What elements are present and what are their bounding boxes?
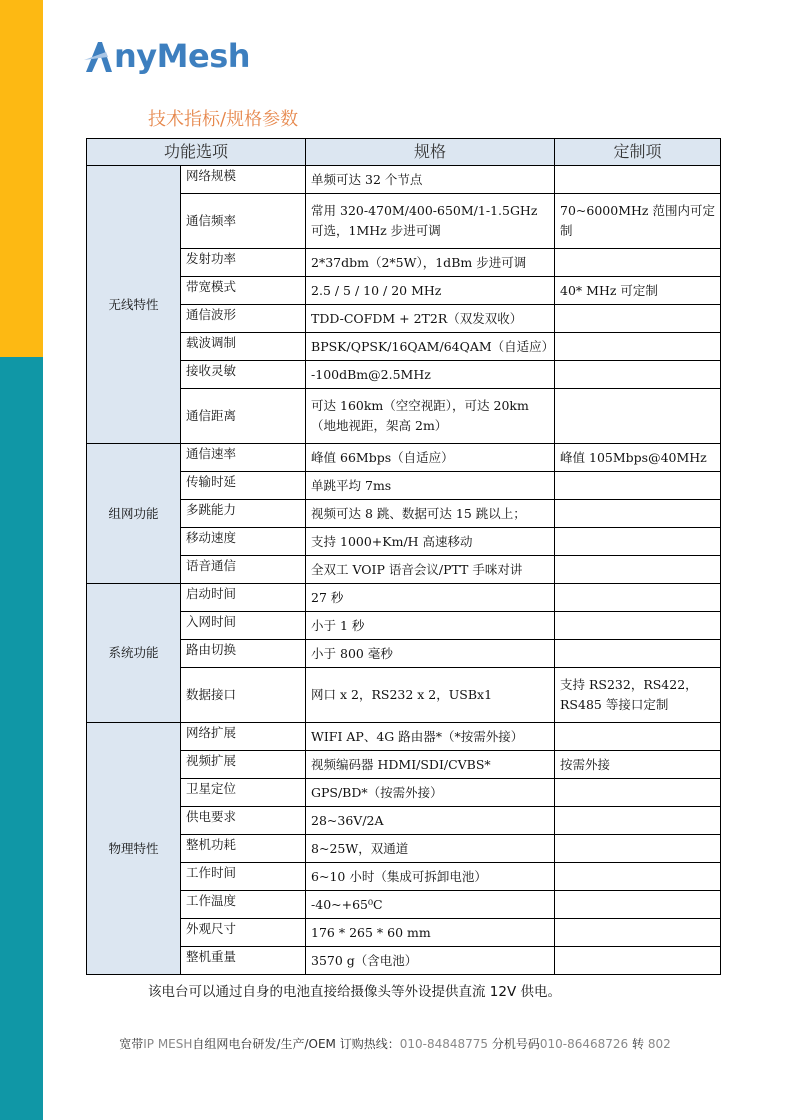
logo-text: nyMesh: [114, 37, 251, 75]
feature-cell: 发射功率: [181, 249, 306, 277]
group-label: 组网功能: [87, 444, 181, 584]
feature-cell: 通信频率: [181, 194, 306, 249]
spec-cell: 单频可达 32 个节点: [306, 166, 555, 194]
header-custom: 定制项: [555, 139, 721, 166]
header-feature: 功能选项: [87, 139, 306, 166]
custom-cell: 按需外接: [555, 751, 721, 779]
feature-cell: 载波调制: [181, 333, 306, 361]
table-row: [87, 919, 721, 947]
custom-cell: [555, 612, 721, 640]
feature-cell: 带宽模式: [181, 277, 306, 305]
custom-cell: [555, 361, 721, 389]
table-row: [87, 333, 721, 361]
feature-cell: 视频扩展: [181, 751, 306, 779]
spec-cell: BPSK/QPSK/16QAM/64QAM（自适应）: [306, 333, 555, 361]
spec-cell: TDD-COFDM + 2T2R（双发双收）: [306, 305, 555, 333]
table-row: [87, 194, 721, 249]
feature-cell: 通信波形: [181, 305, 306, 333]
table-row: [87, 361, 721, 389]
table-row: [87, 863, 721, 891]
feature-cell: 卫星定位: [181, 779, 306, 807]
spec-cell: 27 秒: [306, 584, 555, 612]
header-spec: 规格: [306, 139, 555, 166]
table-row: [87, 444, 721, 472]
feature-cell: 多跳能力: [181, 500, 306, 528]
spec-cell: 2*37dbm（2*5W），1dBm 步进可调: [306, 249, 555, 277]
custom-cell: [555, 249, 721, 277]
custom-cell: [555, 891, 721, 919]
table-row: [87, 500, 721, 528]
feature-cell: 网络规模: [181, 166, 306, 194]
feature-cell: 外观尺寸: [181, 919, 306, 947]
spec-cell: 小于 800 毫秒: [306, 640, 555, 668]
spec-cell: 176 * 265 * 60 mm: [306, 919, 555, 947]
table-row: [87, 584, 721, 612]
spec-cell: 2.5 / 5 / 10 / 20 MHz: [306, 277, 555, 305]
custom-cell: [555, 166, 721, 194]
table-row: [87, 723, 721, 751]
table-row: [87, 891, 721, 919]
feature-cell: 通信距离: [181, 389, 306, 444]
custom-cell: [555, 640, 721, 668]
table-row: [87, 779, 721, 807]
custom-cell: [555, 584, 721, 612]
custom-cell: 支持 RS232，RS422，RS485 等接口定制: [555, 668, 721, 723]
custom-cell: [555, 863, 721, 891]
feature-cell: 网络扩展: [181, 723, 306, 751]
feature-cell: 工作温度: [181, 891, 306, 919]
spec-cell: 可达 160km（空空视距），可达 20km（地地视距，架高 2m）: [306, 389, 555, 444]
accent-stripe-teal: [0, 357, 43, 1120]
table-row: [87, 556, 721, 584]
custom-cell: 70~6000MHz 范围内可定制: [555, 194, 721, 249]
custom-cell: [555, 835, 721, 863]
spec-cell: 网口 x 2，RS232 x 2，USBx1: [306, 668, 555, 723]
accent-stripe-yellow: [0, 0, 43, 357]
custom-cell: [555, 500, 721, 528]
table-row: [87, 528, 721, 556]
group-label: 无线特性: [87, 166, 181, 444]
feature-cell: 接收灵敏: [181, 361, 306, 389]
footer: 宽带IP MESH自组网电台研发/生产/OEM 订购热线：010-84848775 分机号码010-86468726 转 802: [119, 1037, 671, 1051]
custom-cell: [555, 779, 721, 807]
power-note: 该电台可以通过自身的电池直接给摄像头等外设提供直流 12V 供电。: [148, 984, 561, 1000]
table-row: [87, 807, 721, 835]
table-row: [87, 947, 721, 975]
group-label: 系统功能: [87, 584, 181, 723]
anymesh-logo: [84, 36, 250, 76]
spec-cell: 视频可达 8 跳、数据可达 15 跳以上；: [306, 500, 555, 528]
table-row: [87, 640, 721, 668]
feature-cell: 路由切换: [181, 640, 306, 668]
table-row: [87, 835, 721, 863]
spec-cell: 常用 320-470M/400-650M/1-1.5GHz 可选，1MHz 步进可调: [306, 194, 555, 249]
custom-cell: [555, 305, 721, 333]
spec-cell: 单跳平均 7ms: [306, 472, 555, 500]
feature-cell: 供电要求: [181, 807, 306, 835]
spec-table: [86, 138, 721, 975]
table-row: [87, 305, 721, 333]
custom-cell: 40* MHz 可定制: [555, 277, 721, 305]
logo-a-mark-icon: [84, 38, 114, 74]
spec-cell: 全双工 VOIP 语音会议/PTT 手咪对讲: [306, 556, 555, 584]
spec-cell: 支持 1000+Km/H 高速移动: [306, 528, 555, 556]
spec-cell: 8~25W，双通道: [306, 835, 555, 863]
custom-cell: [555, 723, 721, 751]
spec-cell: 峰值 66Mbps（自适应）: [306, 444, 555, 472]
table-row: [87, 249, 721, 277]
spec-cell: 28~36V/2A: [306, 807, 555, 835]
spec-cell: -100dBm@2.5MHz: [306, 361, 555, 389]
table-row: [87, 166, 721, 194]
custom-cell: [555, 919, 721, 947]
spec-cell: GPS/BD*（按需外接）: [306, 779, 555, 807]
custom-cell: [555, 528, 721, 556]
spec-cell: WIFI AP、4G 路由器*（*按需外接）: [306, 723, 555, 751]
feature-cell: 入网时间: [181, 612, 306, 640]
feature-cell: 移动速度: [181, 528, 306, 556]
feature-cell: 通信速率: [181, 444, 306, 472]
section-title: 技术指标/规格参数: [148, 109, 299, 130]
custom-cell: [555, 807, 721, 835]
feature-cell: 工作时间: [181, 863, 306, 891]
feature-cell: 数据接口: [181, 668, 306, 723]
table-row: [87, 472, 721, 500]
spec-cell: 6~10 小时（集成可拆卸电池）: [306, 863, 555, 891]
spec-cell: 小于 1 秒: [306, 612, 555, 640]
table-row: [87, 668, 721, 723]
custom-cell: [555, 389, 721, 444]
spec-cell: 3570 g（含电池）: [306, 947, 555, 975]
custom-cell: [555, 947, 721, 975]
table-row: [87, 277, 721, 305]
spec-cell: 视频编码器 HDMI/SDI/CVBS*: [306, 751, 555, 779]
feature-cell: 传输时延: [181, 472, 306, 500]
custom-cell: [555, 556, 721, 584]
table-row: [87, 612, 721, 640]
table-row: [87, 751, 721, 779]
custom-cell: [555, 333, 721, 361]
custom-cell: [555, 472, 721, 500]
feature-cell: 整机重量: [181, 947, 306, 975]
feature-cell: 语音通信: [181, 556, 306, 584]
custom-cell: 峰值 105Mbps@40MHz: [555, 444, 721, 472]
feature-cell: 整机功耗: [181, 835, 306, 863]
feature-cell: 启动时间: [181, 584, 306, 612]
group-label: 物理特性: [87, 723, 181, 975]
spec-cell: -40~+65⁰C: [306, 891, 555, 919]
table-row: [87, 389, 721, 444]
